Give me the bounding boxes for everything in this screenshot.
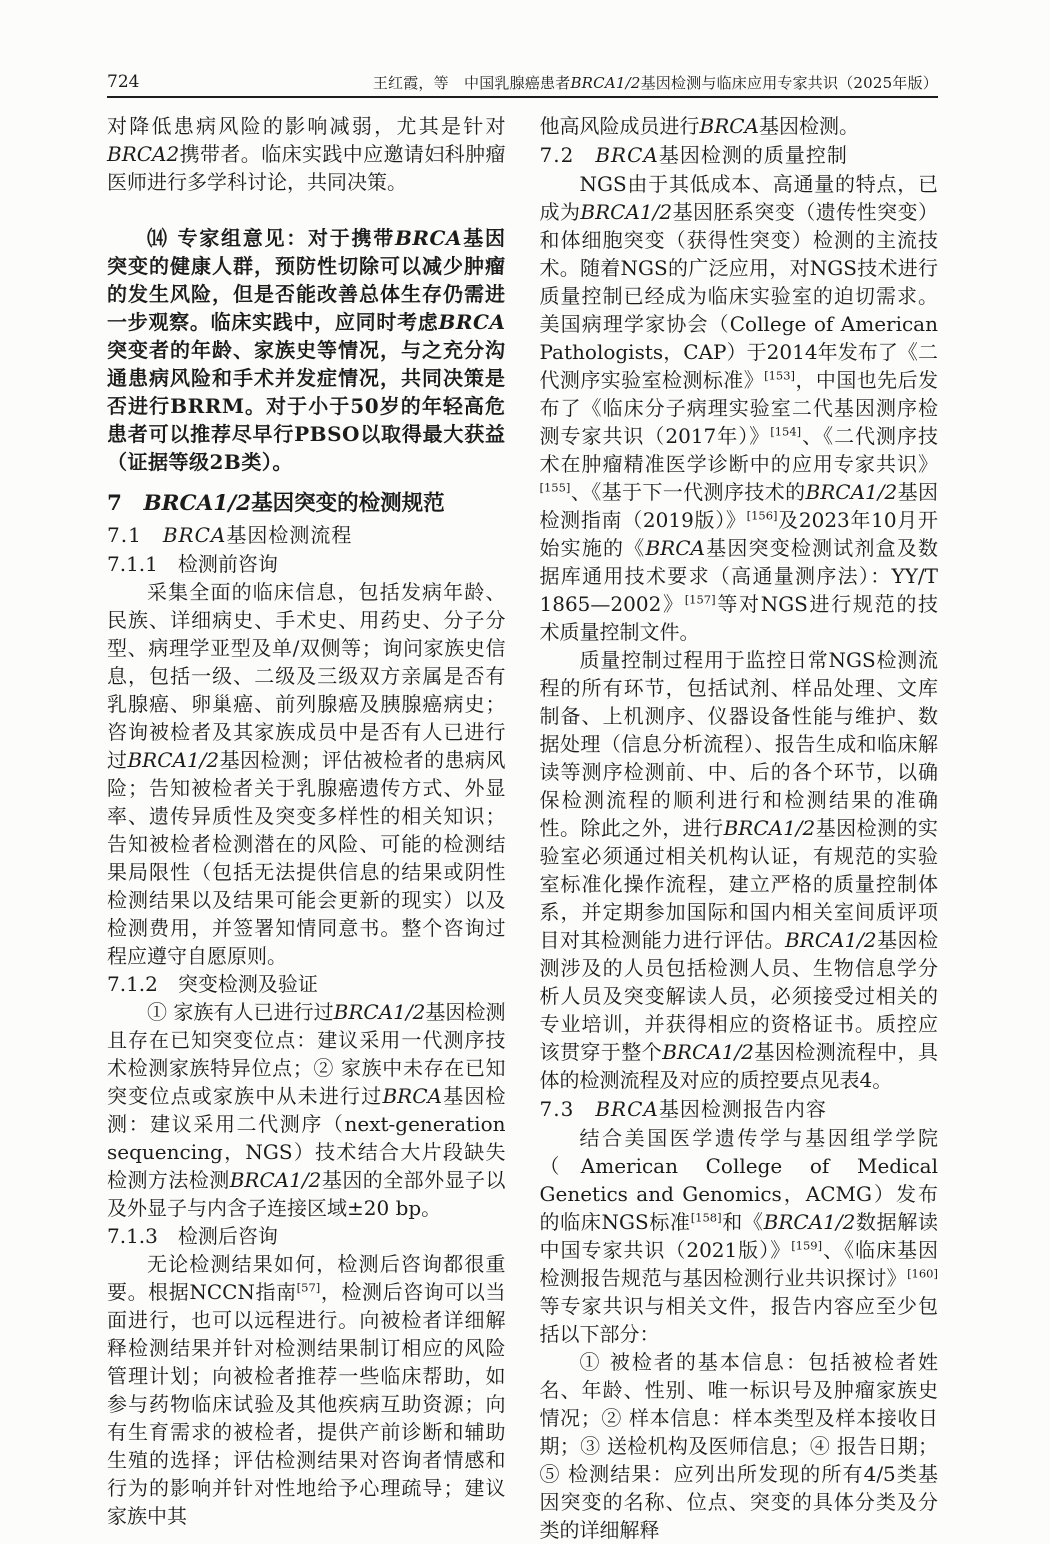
paragraph xyxy=(540,1124,939,1348)
gene-symbol-italic: BRCA xyxy=(395,226,462,250)
reference-superscript: [159] xyxy=(791,1238,823,1253)
paragraph xyxy=(107,112,506,196)
text-run: ，检测后咨询可以当面进行，也可以远程进行。向被检者详细解释检测结果并针对检测结果制订相应的风险管理计划；向被检者推荐一些临床帮助，如参与药物临床试验及其他疾病互助资源；向有生育需求的被检者，提供产前诊断和辅助生殖的选择；评估检测结果对咨询者情感和行为的影响并针对性地给予心理疏导；建议家族中其 xyxy=(107,1280,506,1528)
text-run: 基因检测与临床应用专家共识（2025年版） xyxy=(640,74,938,92)
text-run: 、《基于下一代测序技术的 xyxy=(570,480,806,504)
reference-superscript: [157] xyxy=(684,592,716,607)
reference-superscript: [57] xyxy=(296,1280,321,1295)
text-run: 王红霞，等 中国乳腺癌患者 xyxy=(372,74,571,92)
text-run: 基因检测指南（2019版）》 xyxy=(539,480,938,532)
left-column xyxy=(107,112,506,1544)
gene-symbol-italic: BRCA1/2 xyxy=(784,928,877,952)
text-run: 基因检测的质量控制 xyxy=(658,143,848,167)
paragraph xyxy=(107,998,506,1222)
text-run: 基因突变的检测规范 xyxy=(251,491,445,516)
text-run: 无论检测结果如何，检测后咨询都很重要。根据NCCN指南 xyxy=(107,1252,506,1304)
gene-symbol-italic: BRCA xyxy=(438,310,506,334)
gene-symbol-italic: BRCA xyxy=(595,1097,659,1121)
text-run: 7.3 xyxy=(539,1097,596,1121)
gene-symbol-italic: BRCA xyxy=(382,1084,442,1108)
text-run: 突变者的年龄、家族史等情况，与之充分沟通患病风险和手术并发症情况，共同决策是否进行BRRM。对于小于50岁的年轻高危患者可以推荐尽早行PBSO以取得最大获益（证据等级2B类）。 xyxy=(107,338,506,474)
gene-symbol-italic: BRCA xyxy=(645,536,705,560)
text-run: 7.1.3 检测后咨询 xyxy=(107,1224,278,1248)
text-run: 基因突变检测试剂盒及数据库通用技术要求（高通量测序法）：YY/T 1865—2002》 xyxy=(539,536,939,616)
page-header xyxy=(107,74,938,98)
paragraph xyxy=(540,646,939,1094)
gene-symbol-italic: BRCA1/2 xyxy=(580,200,673,224)
gene-symbol-italic: BRCA1/2 xyxy=(127,748,220,772)
gene-symbol-italic: BRCA1/2 xyxy=(662,1040,754,1064)
gene-symbol-italic: BRCA1/2 xyxy=(143,491,252,516)
text-run: 基因检测的实验室必须通过相关机构认证，有规范的实验室标准化操作流程，建立严格的质量控制体系，并定期参加国际和国内相关室间质评项目对其检测能力进行评估。 xyxy=(539,816,938,952)
gene-symbol-italic: BRCA1/2 xyxy=(333,1000,426,1024)
text-run: 基因胚系突变（遗传性突变）和体细胞突变（获得性突变）检测的主流技术。随着NGS的广泛应用，对NGS技术进行质量控制已经成为临床实验室的迫切需求。美国病理学家协会（College of American Pathologists，CAP）于2014年发布了《二代测序实验室检测标准》 xyxy=(539,200,938,392)
two-column-body xyxy=(107,112,938,1544)
text-run: 、《二代测序技术在肿瘤精准医学诊断中的应用专家共识》 xyxy=(539,424,938,476)
text-run: 基因检测：建议采用二代测序（next-generation sequencing，NGS）技术结合大片段缺失检测方法检测 xyxy=(107,1084,506,1192)
gene-symbol-italic: BRCA2 xyxy=(107,142,180,166)
text-run: ，中国也先后发布了《临床分子病理实验室二代基因测序检测专家共识（2017年）》 xyxy=(539,368,939,448)
reference-superscript: [155] xyxy=(539,480,571,495)
section-heading xyxy=(107,490,506,518)
text-run: 结合美国医学遗传学与基因组学学院（American College of Medical Genetics and Genomics，ACMG）发布的临床NGS标准 xyxy=(539,1126,938,1234)
gene-symbol-italic: BRCA1/2 xyxy=(229,1168,322,1192)
text-run: 基因突变的健康人群，预防性切除可以减少肿瘤的发生风险，但是否能改善总体生存仍需进一步观察。临床实践中，应同时考虑 xyxy=(107,226,506,334)
text-run: 基因检测；评估被检者的患病风险；告知被检者关于乳腺癌遗传方式、外显率、遗传异质性及突变多样性的相关知识；告知被检者检测潜在的风险、可能的检测结果局限性（包括无法提供信息的结果或阴性检测结果以及结果可能会更新的现实）以及检测费用，并签署知情同意书。整个咨询过程应遵守自愿原则。 xyxy=(107,748,506,968)
reference-superscript: [160] xyxy=(907,1266,938,1281)
text-run: 质量控制过程用于监控日常NGS检测流程的所有环节，包括试剂、样品处理、文库制备、上机测序、仪器设备性能与维护、数据处理（信息分析流程）、报告生成和临床解读等测序检测前、中、后的各个环节，以确保检测流程的顺利进行和检测结果的准确性。除此之外，进行 xyxy=(539,648,938,840)
text-run: ① 家族有人已进行过 xyxy=(147,1000,334,1024)
text-run: NGS由于其低成本、高通量的特点，已成为 xyxy=(539,172,938,224)
subsubsection-heading xyxy=(107,970,506,998)
page-number: 724 xyxy=(107,72,140,92)
text-run: ⒁ 专家组意见：对于携带 xyxy=(147,226,396,250)
reference-superscript: [153] xyxy=(764,368,796,383)
text-run: 等专家共识与相关文件，报告内容应至少包括以下部分： xyxy=(539,1294,938,1346)
paragraph xyxy=(107,1250,506,1530)
text-run: 和《 xyxy=(721,1210,764,1234)
text-run: 7.1 xyxy=(107,523,163,547)
subsubsection-heading xyxy=(107,550,506,578)
running-title xyxy=(373,76,938,91)
reference-superscript: [154] xyxy=(770,424,802,439)
text-run: 及2023年10月开始实施的《 xyxy=(539,508,938,560)
expert-opinion-paragraph xyxy=(107,224,506,476)
gene-symbol-italic: BRCA xyxy=(699,114,760,138)
text-run: 7 xyxy=(107,491,144,516)
text-run: ① 被检者的基本信息：包括被检者姓名、年龄、性别、唯一标识号及肿瘤家族史情况；② 样本信息：样本类型及样本接收日期；③ 送检机构及医师信息；④ 报告日期；⑤ 检测结果：应列出所发现的所有4/5类基因突变的名称、位点、突变的具体分类及分类的详细解释 xyxy=(539,1350,938,1542)
right-column xyxy=(540,112,939,1544)
text-run: 基因检测且存在已知突变位点：建议采用一代测序技术检测家族特异位点；② 家族中未存在已知突变位点或家族中从未进行过 xyxy=(107,1000,506,1108)
text-run: 他高风险成员进行 xyxy=(539,114,700,138)
text-run: 、《临床基因检测报告规范与基因检测行业共识探讨》 xyxy=(539,1238,939,1290)
text-run: 采集全面的临床信息，包括发病年龄、民族、详细病史、手术史、用药史、分子分型、病理学亚型及单/双侧等；询问家族史信息，包括一级、二级及三级双方亲属是否有乳腺癌、卵巢癌、前列腺癌及胰腺癌病史；咨询被检者及其家族成员中是否有人已进行过 xyxy=(107,580,506,772)
text-run: 基因检测涉及的人员包括检测人员、生物信息学分析人员及突变解读人员，必须接受过相关的专业培训，并获得相应的资格证书。质控应该贯穿于整个 xyxy=(539,928,938,1064)
subsection-heading xyxy=(540,1095,939,1123)
text-run: 数据解读中国专家共识（2021版）》 xyxy=(539,1210,939,1262)
text-run: 携带者。临床实践中应邀请妇科肿瘤医师进行多学科讨论，共同决策。 xyxy=(107,142,506,194)
text-run: 等对NGS进行规范的技术质量控制文件。 xyxy=(539,592,939,644)
text-run: 7.1.2 突变检测及验证 xyxy=(107,972,318,996)
text-run: 基因检测。 xyxy=(759,114,860,138)
gene-symbol-italic: BRCA1/2 xyxy=(805,480,898,504)
text-run: 基因检测报告内容 xyxy=(658,1097,827,1121)
gene-symbol-italic: BRCA1/2 xyxy=(570,74,641,92)
text-run: 对降低患病风险的影响减弱，尤其是针对 xyxy=(107,114,506,138)
gene-symbol-italic: BRCA1/2 xyxy=(763,1210,856,1234)
reference-superscript: [156] xyxy=(746,508,778,523)
gene-symbol-italic: BRCA xyxy=(162,523,227,547)
subsubsection-heading xyxy=(107,1222,506,1250)
paragraph xyxy=(540,112,939,140)
gene-symbol-italic: BRCA1/2 xyxy=(723,816,816,840)
text-run: 7.1.1 检测前咨询 xyxy=(107,552,278,576)
paragraph xyxy=(540,170,939,646)
gene-symbol-italic: BRCA xyxy=(595,143,659,167)
paragraph xyxy=(540,1348,939,1544)
paragraph xyxy=(107,578,506,970)
text-run: 基因检测流程中，具体的检测流程及对应的质控要点见表4。 xyxy=(539,1040,938,1092)
text-run: 基因的全部外显子以及外显子与内含子连接区域±20 bp。 xyxy=(107,1168,506,1220)
text-run: 基因检测流程 xyxy=(226,523,353,547)
reference-superscript: [158] xyxy=(690,1210,722,1225)
subsection-heading xyxy=(107,521,506,549)
text-run: 7.2 xyxy=(539,143,596,167)
subsection-heading xyxy=(540,141,939,169)
